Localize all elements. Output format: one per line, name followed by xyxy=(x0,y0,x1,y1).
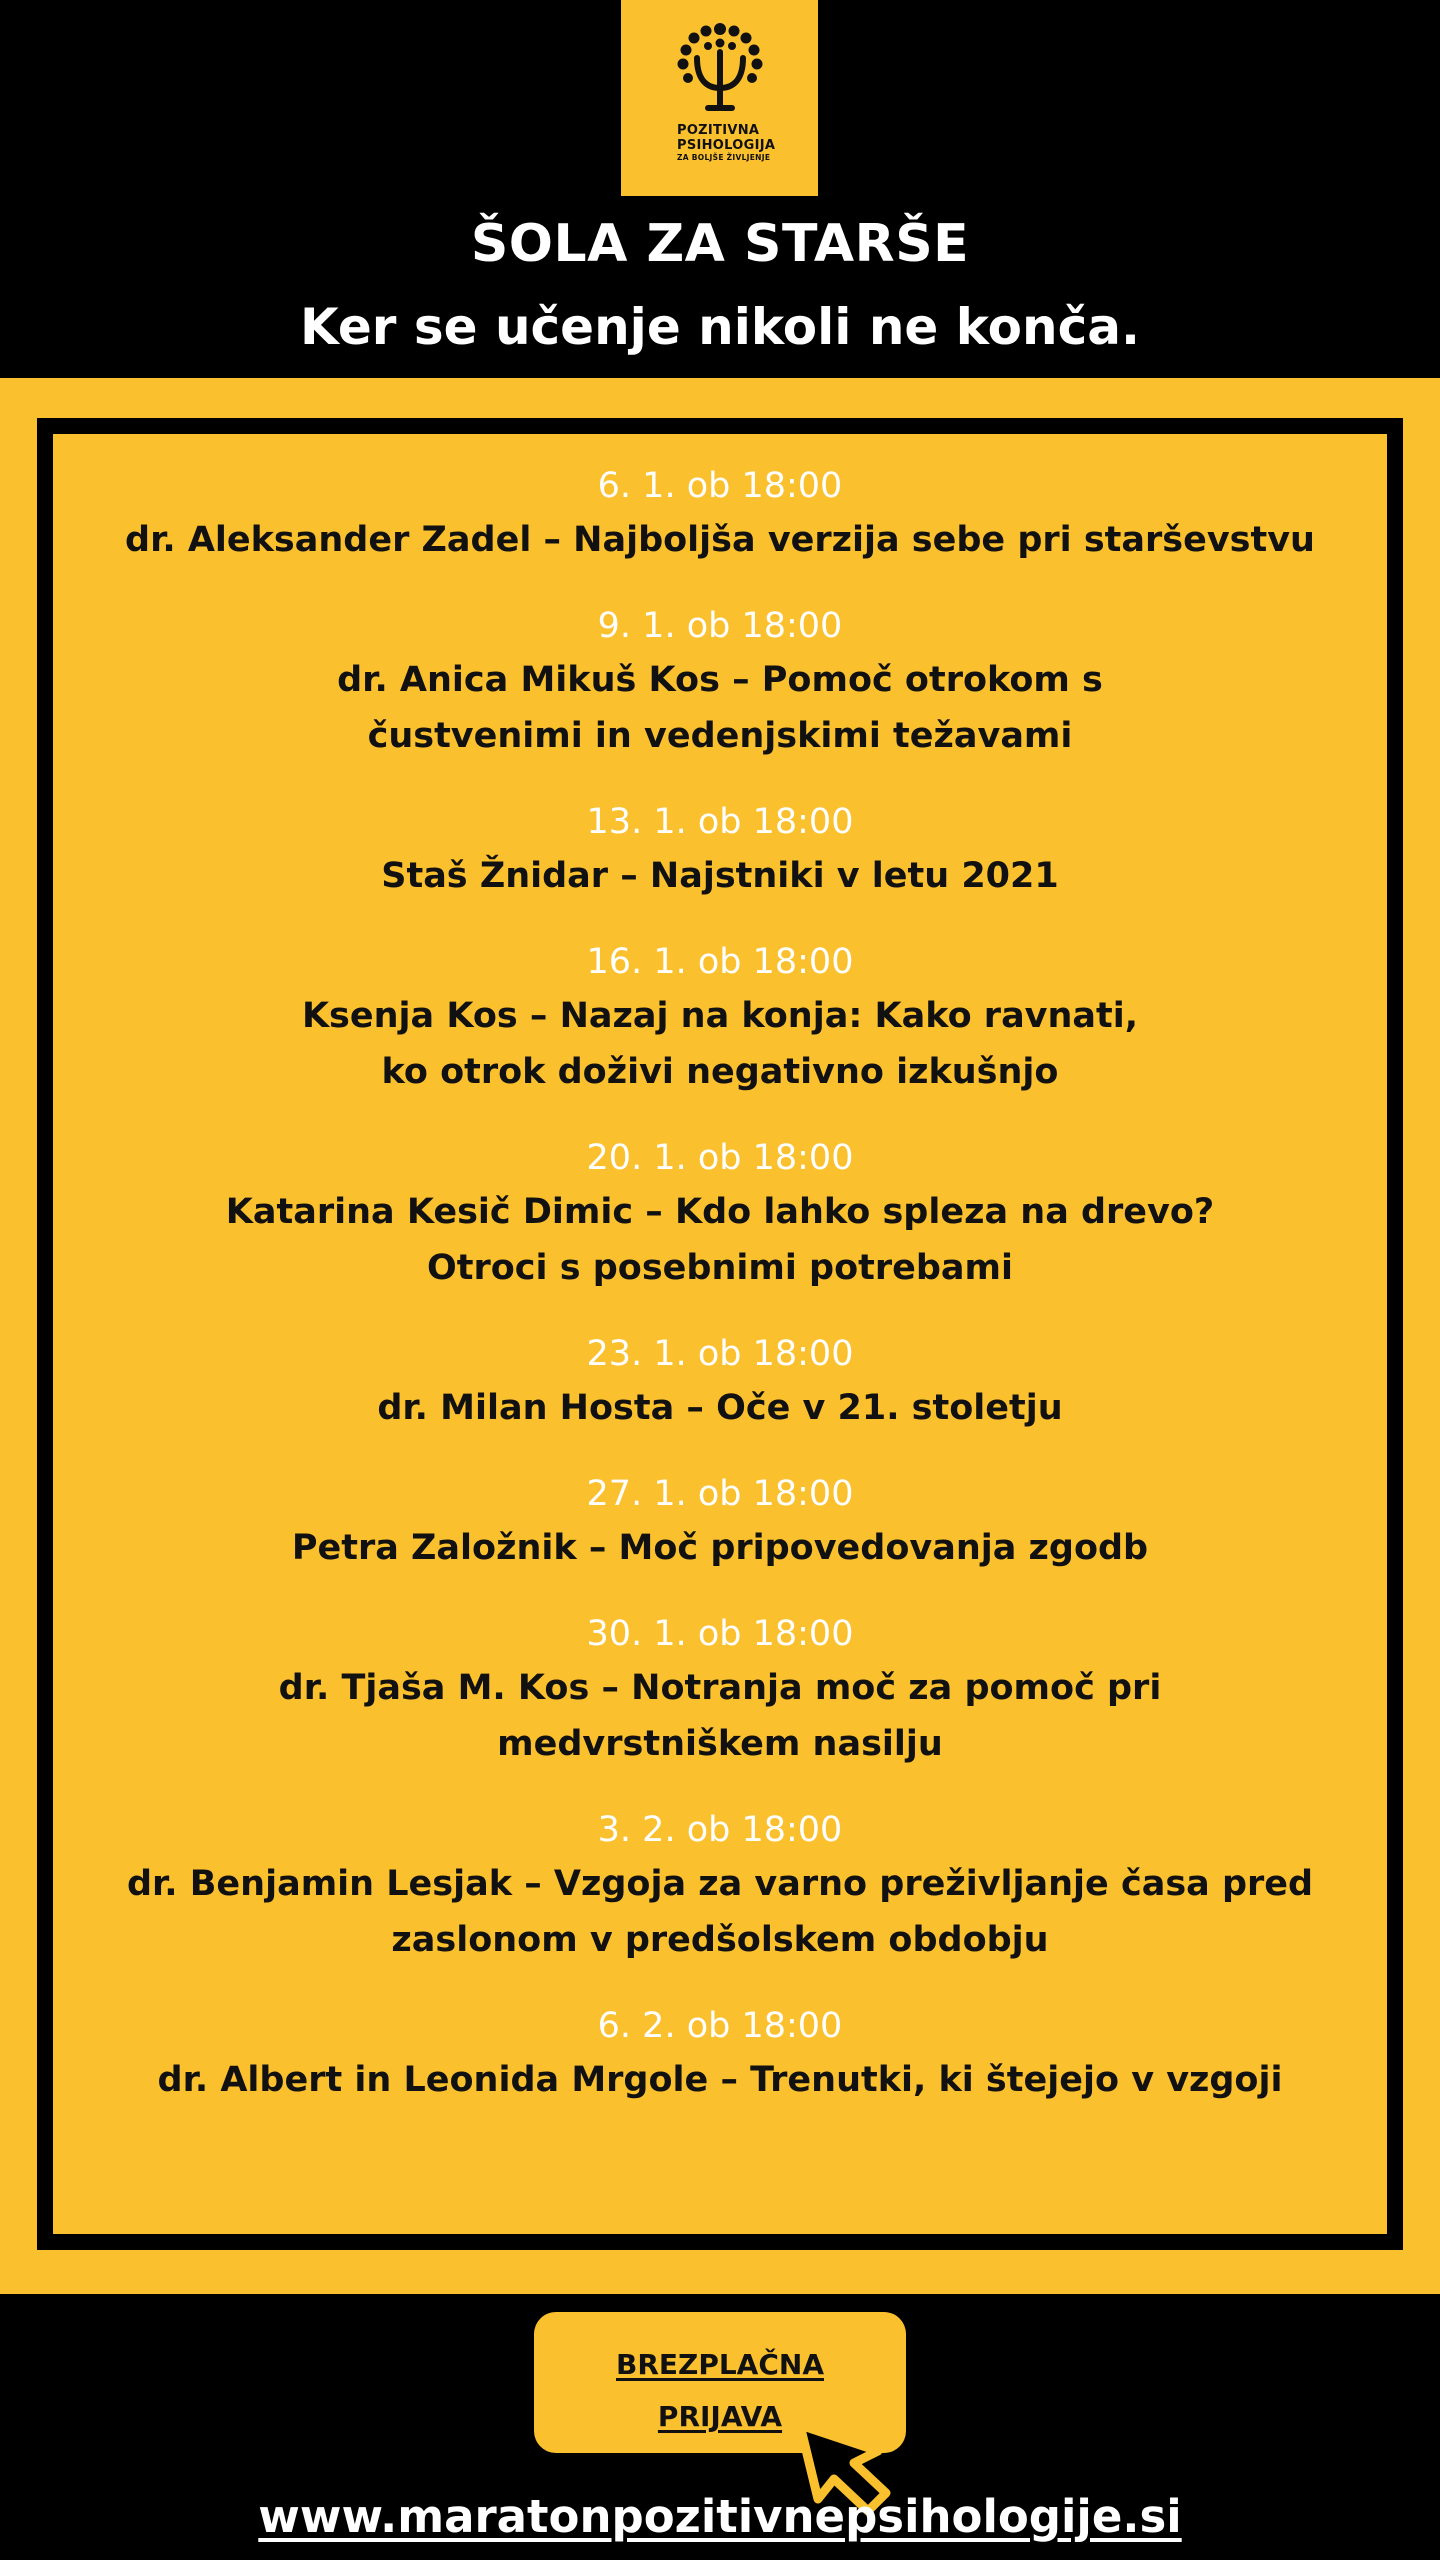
logo-line-2: PSIHOLOGIJA xyxy=(677,138,776,153)
logo-tagline: ZA BOLJŠE ŽIVLJENJE xyxy=(677,153,771,162)
event-date: 3. 2. ob 18:00 xyxy=(597,1810,843,1850)
logo[interactable] xyxy=(621,0,818,196)
event-date: 27. 1. ob 18:00 xyxy=(586,1474,854,1514)
schedule-item xyxy=(0,796,1440,904)
schedule-section xyxy=(0,378,1440,2294)
page-subtitle: Ker se učenje nikoli ne konča. xyxy=(300,298,1140,356)
event-title: Staš Žnidar – Najstniki v letu 2021 xyxy=(381,856,1059,896)
event-date: 30. 1. ob 18:00 xyxy=(586,1614,854,1654)
footer xyxy=(0,2294,1440,2560)
event-title: Katarina Kesič Dimic – Kdo lahko spleza na drevo? Otroci s posebnimi potrebami xyxy=(225,1192,1215,1288)
schedule-item xyxy=(0,2000,1440,2108)
schedule-item xyxy=(0,1328,1440,1436)
schedule-list xyxy=(0,460,1440,2108)
event-title: dr. Milan Hosta – Oče v 21. stoletju xyxy=(377,1388,1063,1428)
event-date: 23. 1. ob 18:00 xyxy=(586,1334,854,1374)
page-title: ŠOLA ZA STARŠE xyxy=(470,214,970,274)
event-date: 6. 2. ob 18:00 xyxy=(597,2006,843,2046)
schedule-item xyxy=(0,600,1440,764)
event-title: dr. Albert in Leonida Mrgole – Trenutki, ki štejejo v vzgoji xyxy=(157,2060,1283,2100)
event-title: dr. Aleksander Zadel – Najboljša verzija sebe pri starševstvu xyxy=(125,520,1315,560)
free-registration-label: BREZPLAČNA PRIJAVA xyxy=(615,2348,825,2433)
event-title: dr. Anica Mikuš Kos – Pomoč otrokom s čustvenimi in vedenjskimi težavami xyxy=(337,660,1103,756)
logo-line-1: POZITIVNA xyxy=(677,123,760,138)
event-title: Petra Založnik – Moč pripovedovanja zgodb xyxy=(291,1528,1149,1568)
event-title: dr. Tjaša M. Kos – Notranja moč za pomoč pri medvrstniškem nasilju xyxy=(278,1668,1162,1764)
header xyxy=(0,0,1440,378)
schedule-item xyxy=(0,460,1440,568)
website-link[interactable]: www.maratonpozitivnepsihologije.si xyxy=(258,2490,1182,2543)
schedule-item xyxy=(0,1468,1440,1576)
event-date: 16. 1. ob 18:00 xyxy=(586,942,854,982)
event-date: 9. 1. ob 18:00 xyxy=(597,606,843,646)
event-title: Ksenja Kos – Nazaj na konja: Kako ravnati, ko otrok doživi negativno izkušnjo xyxy=(301,996,1139,1092)
event-date: 20. 1. ob 18:00 xyxy=(586,1138,854,1178)
event-date: 13. 1. ob 18:00 xyxy=(586,802,854,842)
schedule-item xyxy=(0,936,1440,1100)
event-date: 6. 1. ob 18:00 xyxy=(597,466,843,506)
event-title: dr. Benjamin Lesjak – Vzgoja za varno preživljanje časa pred zaslonom v predšolskem obdobju xyxy=(126,1864,1314,1960)
logo-text xyxy=(677,124,797,164)
schedule-item xyxy=(0,1132,1440,1296)
tree-psi-icon xyxy=(675,22,765,114)
schedule-item xyxy=(0,1804,1440,1968)
schedule-item xyxy=(0,1608,1440,1772)
